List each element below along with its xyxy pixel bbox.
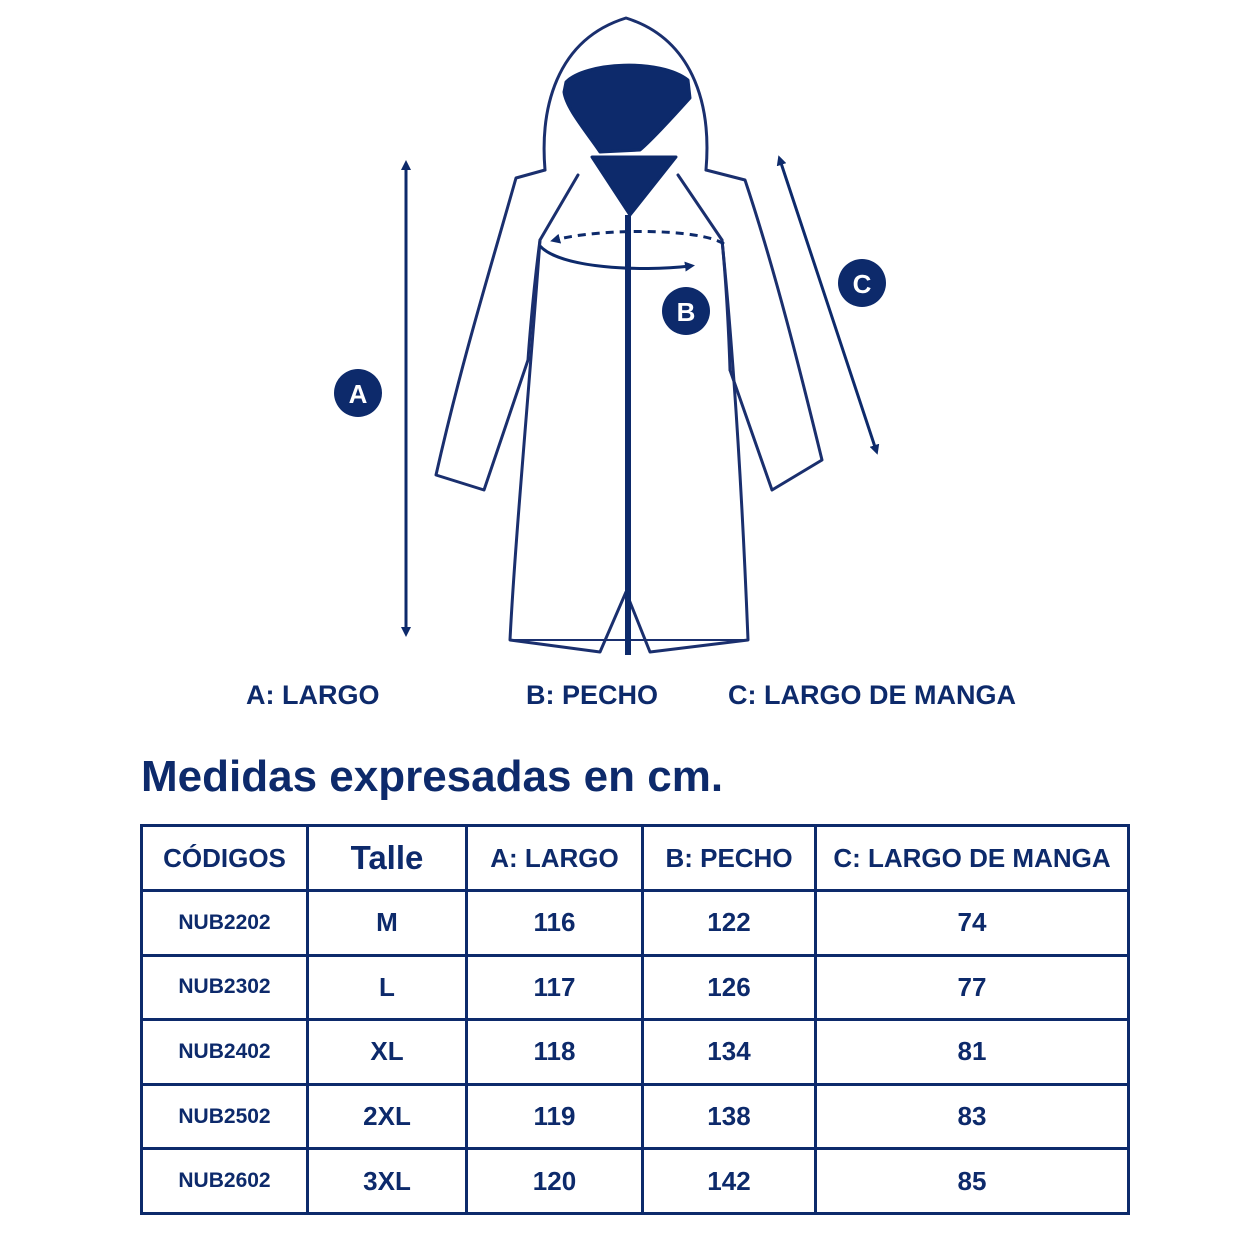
code-cell: NUB2402 <box>142 1020 308 1085</box>
table-row <box>142 1084 1129 1149</box>
code-cell: NUB2202 <box>142 891 308 956</box>
svg-text:A: A <box>348 379 368 409</box>
size-cell: L <box>308 955 467 1020</box>
code-cell: NUB2602 <box>142 1149 308 1214</box>
size-cell: 2XL <box>308 1084 467 1149</box>
manga-cell: 83 <box>816 1084 1129 1149</box>
manga-cell: 81 <box>816 1020 1129 1085</box>
largo-cell: 118 <box>467 1020 643 1085</box>
manga-cell: 74 <box>816 891 1129 956</box>
table-row <box>142 1149 1129 1214</box>
size-cell: XL <box>308 1020 467 1085</box>
table-row <box>142 1020 1129 1085</box>
legend-largo-de-manga: C: LARGO DE MANGA <box>728 680 1016 710</box>
size-table <box>140 824 1130 1215</box>
header-largo-de-manga: C: LARGO DE MANGA <box>816 826 1129 891</box>
legend-largo: A: LARGO <box>246 680 380 710</box>
code-cell: NUB2502 <box>142 1084 308 1149</box>
size-cell: 3XL <box>308 1149 467 1214</box>
code-cell: NUB2302 <box>142 955 308 1020</box>
table-header-row <box>142 826 1129 891</box>
largo-cell: 120 <box>467 1149 643 1214</box>
header-codigos: CÓDIGOS <box>142 826 308 891</box>
chest-arrow-back <box>555 231 724 244</box>
legend-pecho: B: PECHO <box>526 680 659 710</box>
pecho-cell: 142 <box>643 1149 816 1214</box>
svg-text:C: C <box>852 269 872 299</box>
marker-b <box>662 287 710 335</box>
pecho-cell: 126 <box>643 955 816 1020</box>
largo-cell: 119 <box>467 1084 643 1149</box>
pecho-cell: 134 <box>643 1020 816 1085</box>
size-cell: M <box>308 891 467 956</box>
marker-a <box>334 369 382 417</box>
chest-arrow-front <box>540 246 690 269</box>
header-largo: A: LARGO <box>467 826 643 891</box>
header-talle: Talle <box>308 826 467 891</box>
largo-cell: 117 <box>467 955 643 1020</box>
page-title: Medidas expresadas en cm. <box>141 752 724 801</box>
svg-text:B: B <box>676 297 696 327</box>
manga-cell: 77 <box>816 955 1129 1020</box>
pecho-cell: 138 <box>643 1084 816 1149</box>
table-row <box>142 891 1129 956</box>
manga-cell: 85 <box>816 1149 1129 1214</box>
largo-cell: 116 <box>467 891 643 956</box>
marker-c <box>838 259 886 307</box>
header-pecho: B: PECHO <box>643 826 816 891</box>
table-row <box>142 955 1129 1020</box>
pecho-cell: 122 <box>643 891 816 956</box>
